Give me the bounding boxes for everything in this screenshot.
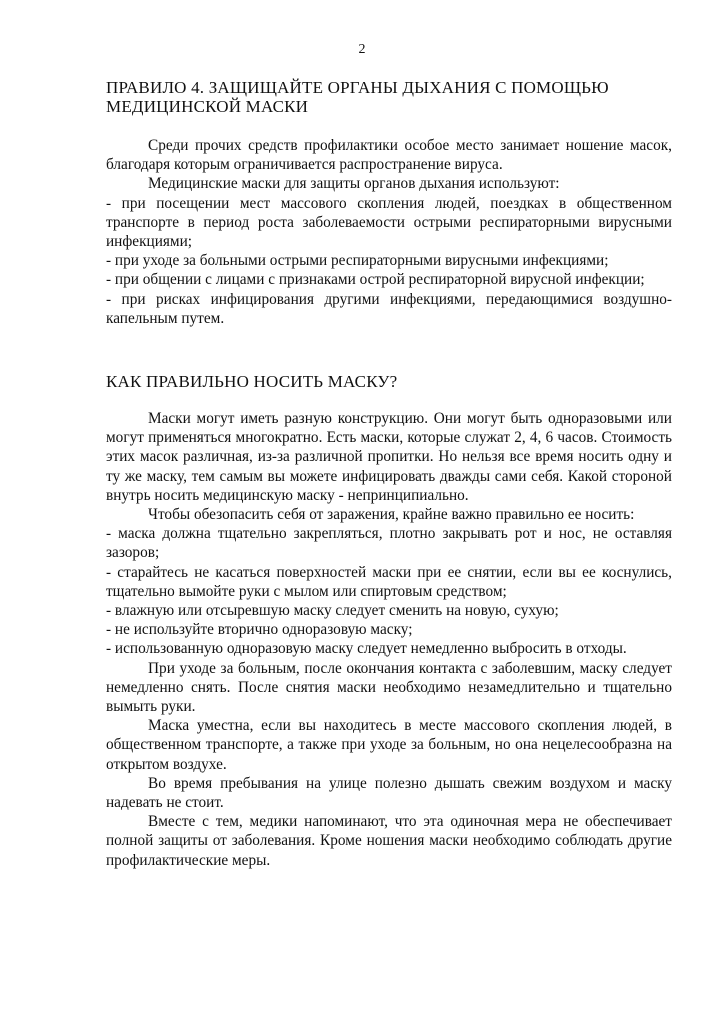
mask-rule-item: - влажную или отсыревшую маску следует сменить на новую, сухую; bbox=[106, 602, 559, 620]
mask-section-body bbox=[106, 409, 672, 870]
rule4-list-item: - при уходе за больными острыми респираторными вирусными инфекциями; bbox=[106, 252, 609, 270]
mask-closing-paragraph: При уходе за больным, после окончания контакта с заболевшим, маску следует немедленно снять. После снятия маски необходимо незамедлительно и тщательно вымыть руки. bbox=[106, 659, 672, 716]
mask-section-heading: КАК ПРАВИЛЬНО НОСИТЬ МАСКУ? bbox=[106, 372, 398, 391]
mask-closing-paragraph: Вместе с тем, медики напоминают, что эта одиночная мера не обеспечивает полной защиты от заболевания. Кроме ношения маски необходимо соблюдать другие профилактические меры. bbox=[106, 813, 672, 869]
rule4-list-item: - при рисках инфицирования другими инфекциями, передающимися воздушно-капельным путем. bbox=[106, 290, 672, 327]
page-number: 2 bbox=[358, 42, 366, 57]
rule4-list-item: - при посещении мест массового скопления людей, поездках в общественном транспорте в период роста заболеваемости острыми респираторными вирусными инфекциями; bbox=[106, 194, 672, 251]
rule4-paragraph: Медицинские маски для защиты органов дыхания используют: bbox=[148, 175, 560, 193]
mask-rule-item: - использованную одноразовую маску следует немедленно выбросить в отходы. bbox=[106, 640, 627, 658]
rule4-list-item: - при общении с лицами с признаками острой респираторной вирусной инфекции; bbox=[106, 271, 645, 289]
rule4-body bbox=[106, 136, 672, 328]
mask-rule-item: - не используйте вторично одноразовую маску; bbox=[106, 621, 413, 639]
rule4-paragraph: Среди прочих средств профилактики особое место занимает ношение масок, благодаря которым ограничивается распространение вируса. bbox=[106, 137, 672, 174]
rule4-heading: ПРАВИЛО 4. ЗАЩИЩАЙТЕ ОРГАНЫ ДЫХАНИЯ С ПОМОЩЬЮ МЕДИЦИНСКОЙ МАСКИ bbox=[106, 78, 609, 116]
mask-intro-paragraph: Маски могут иметь разную конструкцию. Они могут быть одноразовыми или могут применяться многократно. Есть маски, которые служат 2, 4, 6 часов. Стоимость этих масок различная, из-за различной пропитки. Но нельзя все время носить одну и ту же маску, тем самым вы можете инфицировать дважды сами себя. Какой стороной внутрь носить медицинскую маску - непринципиально. bbox=[106, 410, 672, 504]
mask-closing-paragraph: Во время пребывания на улице полезно дышать свежим воздухом и маску надевать не стоит. bbox=[106, 774, 672, 812]
mask-intro-paragraph: Чтобы обезопасить себя от заражения, крайне важно правильно ее носить: bbox=[148, 506, 635, 524]
mask-rule-item: - старайтесь не касаться поверхностей маски при ее снятии, если вы ее коснулись, тщательно вымойте руки с мылом или спиртовым средством; bbox=[106, 563, 672, 600]
mask-closing-paragraph: Маска уместна, если вы находитесь в месте массового скопления людей, в общественном транспорте, а также при уходе за больным, но она нецелесообразна на открытом воздухе. bbox=[106, 717, 672, 773]
mask-rule-item: - маска должна тщательно закрепляться, плотно закрывать рот и нос, не оставляя зазоров; bbox=[106, 525, 672, 562]
